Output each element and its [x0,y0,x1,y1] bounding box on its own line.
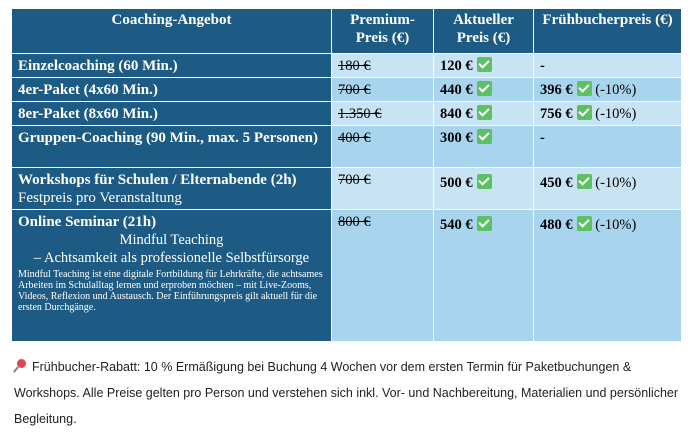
table-row [12,54,682,78]
pricing-table [11,8,682,342]
premium-price-value: 800 € [338,214,371,230]
row-label: Einzelcoaching (60 Min.) [12,54,332,78]
header-current: Aktueller Preis (€) [434,9,534,54]
early-price [534,102,682,126]
check-icon [477,174,492,189]
note-text: Frühbucher-Rabatt: 10 % Ermäßigung bei Buchung 4 Wochen vor dem ersten Termin für Paketbuchungen & Workshops. Alle Preise gelten pro Person und verstehen sich inkl. Vor- und Nachbereitung, Materialien und persönlicher Begleitung. [14,360,679,426]
current-price-value: 540 € [440,217,473,233]
early-price [534,54,682,78]
header-premium: Premium-Preis (€) [332,9,434,54]
row-label [12,210,332,342]
check-icon [577,174,592,189]
table-row [12,168,682,210]
check-icon [477,129,492,144]
table-row [12,102,682,126]
current-price [434,210,534,342]
premium-price [332,126,434,168]
check-icon [577,216,592,231]
seminar-subtitle: – Achtsamkeit als professionelle Selbstfürsorge [33,250,310,266]
early-price-value: - [540,130,545,146]
early-bird-note [14,354,682,432]
current-price [434,54,534,78]
table-row [12,126,682,168]
premium-price-value: 700 € [338,172,371,188]
premium-price [332,54,434,78]
row-label: Gruppen-Coaching (90 Min., max. 5 Personen) [12,126,332,168]
early-price [534,168,682,210]
pushpin-icon [14,359,28,373]
premium-price [332,210,434,342]
early-price-value: 756 € [540,106,573,122]
early-price-value: 450 € [540,175,573,191]
row-label: 8er-Paket (8x60 Min.) [12,102,332,126]
row-label: 4er-Paket (4x60 Min.) [12,78,332,102]
discount-label: (-10%) [595,106,637,122]
premium-price [332,102,434,126]
check-icon [577,105,592,120]
row-label-suffix: Festpreis pro Veranstaltung [18,190,182,206]
seminar-title: Mindful Teaching [119,232,224,248]
current-price-value: 440 € [440,82,473,98]
premium-price-value: 400 € [338,130,371,146]
discount-label: (-10%) [595,82,637,98]
check-icon [477,57,492,72]
current-price-value: 840 € [440,106,473,122]
premium-price [332,78,434,102]
current-price [434,168,534,210]
premium-price [332,168,434,210]
early-price-value: 396 € [540,82,573,98]
early-price-value: - [540,58,545,74]
table-row [12,78,682,102]
row-label-text: Workshops für Schulen / Elternabende (2h) [18,172,297,188]
check-icon [477,216,492,231]
row-label-text: Online Seminar (21h) [18,214,157,230]
current-price [434,102,534,126]
current-price [434,126,534,168]
header-early: Frühbucherpreis (€) [534,9,682,54]
premium-price-value: 180 € [338,58,371,74]
current-price-value: 500 € [440,175,473,191]
current-price-value: 300 € [440,130,473,146]
early-price [534,78,682,102]
premium-price-value: 1.350 € [338,106,382,122]
discount-label: (-10%) [595,217,637,233]
discount-label: (-10%) [595,175,637,191]
check-icon [477,105,492,120]
table-row [12,210,682,342]
current-price-value: 120 € [440,58,473,74]
check-icon [477,81,492,96]
header-row [12,9,682,54]
row-label [12,168,332,210]
seminar-description: Mindful Teaching ist eine digitale Fortbildung für Lehrkräfte, die achtsames Arbeiten im Schulalltag lernen und erproben möchten – mit Live-Zooms, Videos, Reflexion und Austausch. Der Einführungspreis gilt aktuell für die ersten Durchgänge. [18,269,323,313]
premium-price-value: 700 € [338,82,371,98]
current-price [434,78,534,102]
early-price [534,126,682,168]
check-icon [577,81,592,96]
header-offer: Coaching-Angebot [12,9,332,54]
early-price-value: 480 € [540,217,573,233]
early-price [534,210,682,342]
